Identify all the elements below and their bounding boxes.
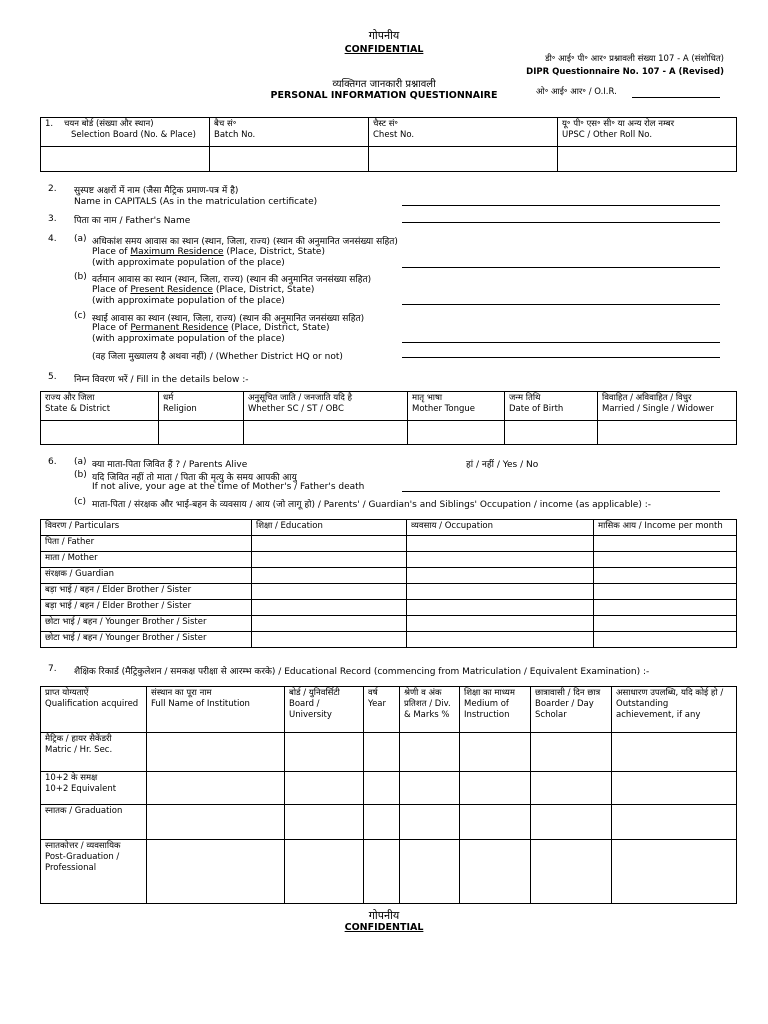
family-row-label: छोटा भाई / बहन / Younger Brother / Sister	[41, 632, 252, 648]
batch-no-cell: बैच सं॰ Batch No.	[210, 118, 369, 147]
religion-input[interactable]	[159, 421, 244, 445]
family-row-label: बड़ा भाई / बहन / Elder Brother / Sister	[41, 600, 252, 616]
occupation-label: माता-पिता / संरक्षक और भाई-बहन के व्यवसाय / आय (जो लागू हो) / Parents' / Guardian's and Siblings' Occupation / income (as applicable) :-	[92, 500, 651, 510]
personal-details-table: राज्य और जिला State & District धर्म Religion अनुसूचित जाति / जनजाति यदि है Whether SC / ST / OBC मातृ भाषा Mother Tongue जन्म तिथि Date of Birth विवाहित / अविवाहित / विधुर Married / Single / Widower	[40, 391, 737, 445]
selection-board-cell: 1. चयन बोर्ड (संख्या और स्थान) Selection Board (No. & Place)	[41, 118, 210, 147]
selection-board-input[interactable]	[41, 147, 210, 172]
batch-no-input[interactable]	[210, 147, 369, 172]
permanent-residence-hindi: स्थाई आवास का स्थान (स्थान, जिला, राज्य) (स्थान की अनुमानित जनसंख्या सहित)	[92, 314, 365, 324]
family-row-label: बड़ा भाई / बहन / Elder Brother / Sister	[41, 584, 252, 600]
mother-tongue-input[interactable]	[408, 421, 505, 445]
page-title: PERSONAL INFORMATION QUESTIONNAIRE	[270, 90, 498, 101]
name-label-hindi: सुस्पष्ट अक्षरों में नाम (जैसा मैट्रिक प्रमाण-पत्र में है)	[74, 186, 239, 196]
form-number: DIPR Questionnaire No. 107 - A (Revised)	[526, 67, 724, 77]
edu-row-label: स्नातकोत्तर / व्यवसायिक Post-Graduation / Professional	[41, 840, 147, 904]
age-at-death-label: If not alive, your age at the time of Mother's / Father's death	[92, 482, 365, 492]
sc-st-obc-input[interactable]	[244, 421, 408, 445]
max-residence-label: Place of Maximum Residence (Place, District, State)	[92, 247, 325, 257]
present-residence-hindi: वर्तमान आवास का स्थान (स्थान, जिला, राज्य) (स्थान की अनुमानित जनसंख्या सहित)	[92, 275, 372, 285]
chest-no-input[interactable]	[369, 147, 558, 172]
max-residence-field[interactable]	[402, 267, 720, 268]
name-field[interactable]	[402, 205, 720, 206]
district-hq-label: (वह जिला मुख्यालय है अथवा नहीं) / (Whether District HQ or not)	[92, 352, 343, 362]
footer-confidential-label: CONFIDENTIAL	[344, 922, 424, 933]
family-table: विवरण / Particulars शिक्षा / Education व्यवसाय / Occupation मासिक आय / Income per month पिता / Father माता / Mother संरक्षक / Guardian बड़ा भाई / बहन / Elder Brother / Sister बड़ा भाई / बहन / Elder Brother / Sister छोटा भाई / बहन / Younger Brother / Sister छोटा भाई / बहन / Younger Brother / Sister	[40, 519, 737, 648]
district-hq-field[interactable]	[402, 357, 720, 358]
q6-number: 6.	[48, 457, 57, 467]
education-label: शैक्षिक रिकार्ड (मैट्रिकुलेशन / समकक्ष परीक्षा से आरम्भ करके) / Educational Record (commencing from Matriculation / Equivalent Examination) :-	[74, 667, 650, 677]
education-table: प्राप्त योग्यताऐं Qualification acquired संस्थान का पूरा नाम Full Name of Institution बोर्ड / युनिवर्सिटी Board / University वर्ष Year श्रेणी व अंक प्रतिशत / Div. & Marks % शिक्षा का माध्यम Medium of Instruction छात्रावासी / दिन छात्र Boarder / Day Scholar असाधारण उपलब्धि, यदि कोई हो / Outstanding achievement, if any मैट्रिक / हायर सैकेंडरी Matric / Hr. Sec. 10+2 के समक्ष 10+2 Equivalent स्नातक / Graduation स्नातकोत्तर / व्यवसायिक Post-Graduation / Professional	[40, 686, 737, 904]
family-row-label: छोटा भाई / बहन / Younger Brother / Sister	[41, 616, 252, 632]
q1-number: 1.	[45, 119, 54, 129]
chest-no-cell: चैस्ट सं॰ Chest No.	[369, 118, 558, 147]
form-number-hindi: डी॰ आई॰ पी॰ आर॰ प्रश्नावली संख्या 107 - A (संशोधित)	[545, 54, 724, 64]
footer-confidential-hindi: गोपनीय	[368, 909, 400, 922]
selection-board-table	[40, 117, 737, 172]
confidential-label: CONFIDENTIAL	[344, 44, 424, 55]
confidential-hindi: गोपनीय	[368, 29, 400, 42]
roll-no-input[interactable]	[558, 147, 737, 172]
present-residence-field[interactable]	[402, 304, 720, 305]
family-row-label: माता / Mother	[41, 552, 252, 568]
edu-row-label: मैट्रिक / हायर सैकेंडरी Matric / Hr. Sec.	[41, 733, 147, 772]
father-name-field[interactable]	[402, 222, 720, 223]
father-name-label: पिता का नाम / Father's Name	[74, 216, 191, 226]
present-residence-label: Place of Present Residence (Place, District, State)	[92, 285, 315, 295]
q4-number: 4.	[48, 234, 57, 244]
name-label: Name in CAPITALS (As in the matriculation certificate)	[74, 197, 318, 207]
edu-row-label: 10+2 के समक्ष 10+2 Equivalent	[41, 772, 147, 805]
q7-number: 7.	[48, 664, 57, 674]
family-row-label: पिता / Father	[41, 536, 252, 552]
marital-status-input[interactable]	[598, 421, 737, 445]
parents-alive-answer[interactable]: हां / नहीं / Yes / No	[466, 460, 539, 470]
dob-input[interactable]	[505, 421, 598, 445]
details-label: निम्न विवरण भरें / Fill in the details below :-	[74, 375, 249, 385]
age-at-death-hindi: यदि जिवित नहीं तो माता / पिता की मृत्यु के समय आपकी आयु	[92, 473, 297, 483]
oir-field[interactable]	[632, 97, 720, 98]
state-district-input[interactable]	[41, 421, 159, 445]
oir-label: ओ॰ आई॰ आर॰ / O.I.R.	[536, 87, 617, 97]
q5-number: 5.	[48, 372, 57, 382]
q3-number: 3.	[48, 214, 57, 224]
family-row-label: संरक्षक / Guardian	[41, 568, 252, 584]
age-at-death-field[interactable]	[402, 491, 720, 492]
parents-alive-label: क्या माता-पिता जिवित हैं ? / Parents Alive	[92, 460, 248, 470]
permanent-residence-label: Place of Permanent Residence (Place, District, State)	[92, 323, 330, 333]
max-residence-hindi: अधिकांश समय आवास का स्थान (स्थान, जिला, राज्य) (स्थान की अनुमानित जनसंख्या सहित)	[92, 237, 398, 247]
roll-no-cell: यू॰ पी॰ एस॰ सी॰ या अन्य रोल नम्बर UPSC / Other Roll No.	[558, 118, 737, 147]
title-hindi: व्यक्तिगत जानकारी प्रश्नावली	[332, 79, 436, 90]
q2-number: 2.	[48, 184, 57, 194]
edu-row-label: स्नातक / Graduation	[41, 805, 147, 840]
permanent-residence-field[interactable]	[402, 342, 720, 343]
